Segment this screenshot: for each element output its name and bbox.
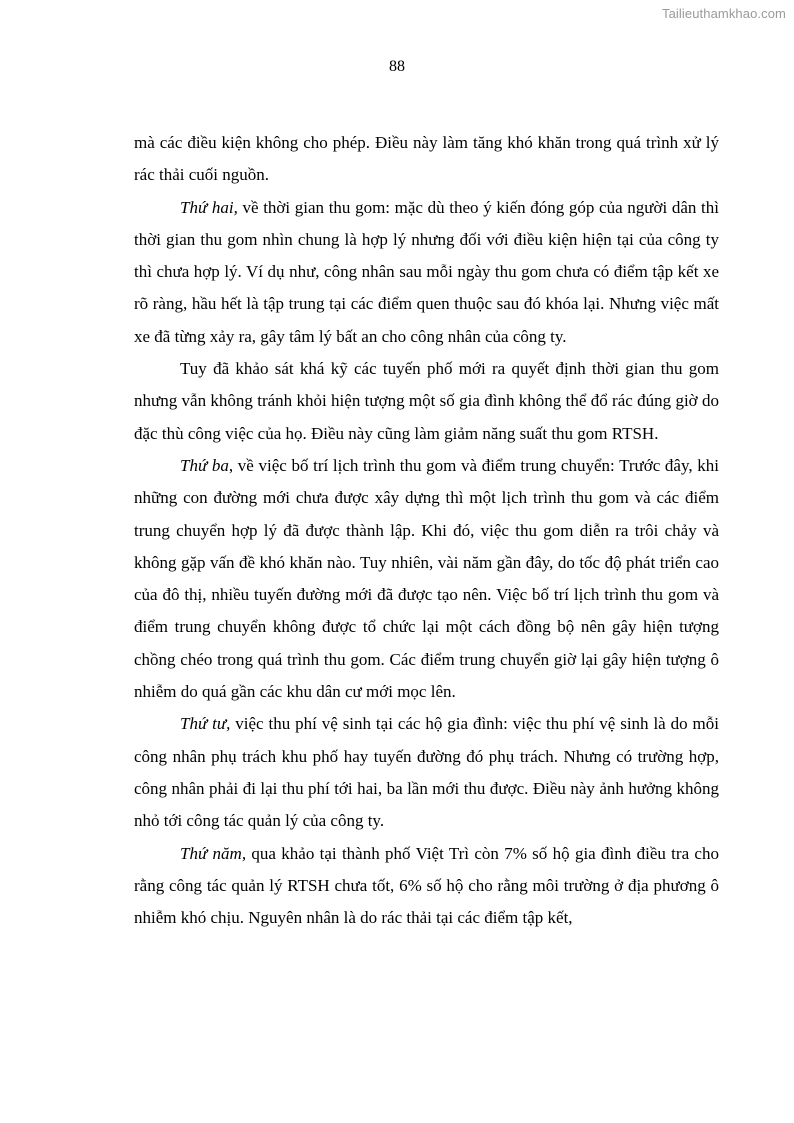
paragraph-tuy-da xyxy=(134,353,719,450)
page-number: 88 xyxy=(389,58,405,75)
paragraph-text: Tuy đã khảo sát khá kỹ các tuyến phố mới ra quyết định thời gian thu gom nhưng vẫn không tránh khỏi hiện tượng một số gia đình không thể đổ rác đúng giờ do đặc thù công việc của họ. Điều này cũng làm giảm năng suất thu gom RTSH. xyxy=(134,359,719,443)
paragraph-text: , về việc bố trí lịch trình thu gom và điểm trung chuyển: Trước đây, khi những con đường mới chưa được xây dựng thì một lịch trình thu gom và các điểm trung chuyển hợp lý đã được thành lập. Khi đó, việc thu gom diễn ra trôi chảy và không gặp vấn đề khó khăn nào. Tuy nhiên, vài năm gần đây, do tốc độ phát triển cao của đô thị, nhiều tuyến đường mới đã được tạo nên. Việc bố trí lịch trình thu gom và điểm trung chuyển không được tổ chức lại một cách đồng bộ nên gây hiện tượng chồng chéo trong quá trình thu gom. Các điểm trung chuyển giờ lại gây hiện tượng ô nhiễm do quá gần các khu dân cư mới mọc lên. xyxy=(134,455,719,702)
paragraph-text: về thời gian thu gom: mặc dù theo ý kiến đóng góp của người dân thì thời gian thu gom nhìn chung là hợp lý nhưng đối với điều kiện hiện tại của công ty thì chưa hợp lý. Ví dụ như, công nhân sau mỗi ngày thu gom chưa có điểm tập kết xe rõ ràng, hầu hết là tập trung tại các điểm quen thuộc sau đó khóa lại. Nhưng việc mất xe đã từng xảy ra, gây tâm lý bất an cho công nhân của công ty. xyxy=(134,197,720,346)
paragraph-lead: Thứ tư, xyxy=(180,714,231,734)
paragraph-text: mà các điều kiện không cho phép. Điều này làm tăng khó khăn trong quá trình xử lý rác thải cuối nguồn. xyxy=(134,133,719,185)
watermark: Tailieuthamkhao.com xyxy=(661,6,786,21)
paragraph-continuation xyxy=(134,127,719,192)
paragraph-lead: Thứ ba xyxy=(180,455,229,475)
paragraph-text: qua khảo tại thành phố Việt Trì còn 7% số hộ gia đình điều tra cho rằng công tác quản lý RTSH chưa tốt, 6% số hộ cho rằng môi trường ở địa phương ô nhiễm khó chịu. Nguyên nhân là do rác thải tại các điểm tập kết, xyxy=(134,843,719,928)
paragraph-lead: Thứ năm, xyxy=(180,843,247,863)
paragraph-thu-tu xyxy=(134,708,719,837)
paragraph-text: việc thu phí vệ sinh tại các hộ gia đình: việc thu phí vệ sinh là do mỗi công nhân phụ trách khu phố hay tuyến đường đó phụ trách. Nhưng có trường hợp, công nhân phải đi lại thu phí tới hai, ba lần mới thu được. Điều này ảnh hưởng không nhỏ tới công tác quản lý của công ty. xyxy=(134,714,719,831)
paragraph-thu-hai xyxy=(134,192,719,353)
paragraph-thu-ba xyxy=(134,450,719,708)
paragraph-thu-nam xyxy=(134,838,719,935)
paragraph-lead: Thứ hai, xyxy=(180,197,238,217)
document-body xyxy=(134,127,719,934)
